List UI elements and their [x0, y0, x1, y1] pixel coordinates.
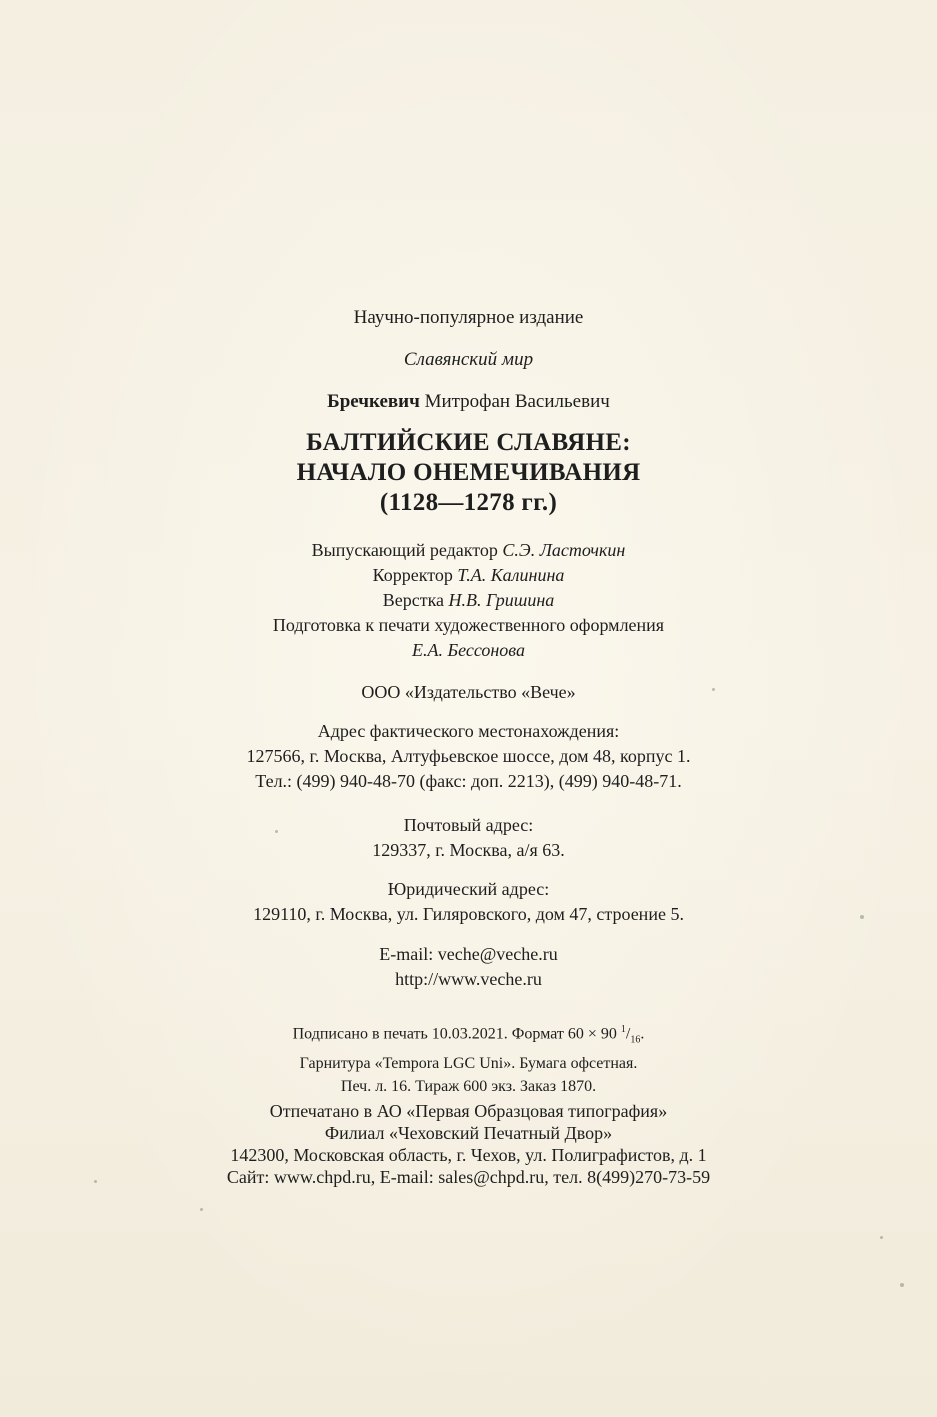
credit-layout-role: Верстка [382, 590, 445, 610]
contacts-block [0, 942, 937, 992]
credit-art-name: Е.А. Бессонова [411, 640, 525, 660]
postal-address-value: 129337, г. Москва, а/я 63. [372, 840, 565, 860]
series-block [0, 347, 937, 373]
edition-type-block [0, 305, 937, 331]
series-name: Славянский мир [403, 349, 534, 370]
edition-type: Научно-популярное издание [353, 307, 584, 328]
print-specs-block [0, 1018, 937, 1098]
author-line [0, 389, 937, 415]
legal-address-block [0, 877, 937, 927]
credit-editor [0, 538, 937, 563]
print-specs-line-2: Гарнитура «Tempora LGC Uni». Бумага офсетная. [299, 1054, 638, 1072]
title-line-3: (1128—1278 гг.) [379, 489, 558, 516]
paper-speck [712, 688, 715, 691]
legal-address-heading: Юридический адрес: [387, 879, 550, 899]
credit-layout-name: Н.В. Гришина [448, 590, 555, 610]
credit-corrector-name: Т.А. Калинина [457, 565, 565, 585]
paper-speck [94, 1180, 97, 1183]
paper-speck [860, 915, 864, 919]
contact-website: http://www.veche.ru [395, 969, 542, 989]
printer-line-1: Отпечатано в АО «Первая Образцовая типография» [269, 1101, 668, 1121]
postal-address-block [0, 813, 937, 863]
print-specs-line-3: Печ. л. 16. Тираж 600 экз. Заказ 1870. [340, 1077, 597, 1095]
printer-block [0, 1100, 937, 1188]
credits-block [0, 538, 937, 663]
title-line-1: БАЛТИЙСКИЕ СЛАВЯНЕ: [306, 429, 631, 456]
printer-line-2: Филиал «Чеховский Печатный Двор» [324, 1123, 613, 1143]
publisher-name: ООО «Издательство «Вече» [361, 682, 576, 702]
publisher-block [0, 680, 937, 705]
print-specs-line-1: Подписано в печать 10.03.2021. Формат 60 × 90 $^1/_{16}$. [292, 1024, 645, 1046]
printer-line-4: Сайт: www.chpd.ru, E-mail: sales@chpd.ru, тел. 8(499)270-73-59 [226, 1167, 711, 1187]
paper-speck [880, 1236, 883, 1239]
legal-address-value: 129110, г. Москва, ул. Гиляровского, дом 47, строение 5. [253, 904, 684, 924]
paper-speck [900, 1283, 904, 1287]
credit-art-role: Подготовка к печати художественного оформления [272, 615, 665, 635]
credit-corrector [0, 563, 937, 588]
format-fraction-denominator: 16 [630, 1034, 641, 1046]
format-fraction-numerator: 1 [620, 1024, 626, 1035]
author-block [0, 389, 937, 415]
actual-address-block [0, 719, 937, 794]
credit-editor-role: Выпускающий редактор [311, 540, 498, 560]
actual-address-heading: Адрес фактического местонахождения: [317, 721, 620, 741]
credit-layout [0, 588, 937, 613]
book-title [0, 428, 937, 518]
actual-address-street: 127566, г. Москва, Алтуфьевское шоссе, дом 48, корпус 1. [246, 746, 691, 766]
author-surname: Бречкевич [327, 391, 420, 412]
credit-editor-name: С.Э. Ласточкин [502, 540, 626, 560]
author-given-names: Митрофан Васильевич [424, 391, 610, 412]
paper-speck [275, 830, 278, 833]
postal-address-heading: Почтовый адрес: [403, 815, 534, 835]
credit-corrector-role: Корректор [372, 565, 453, 585]
printer-line-3: 142300, Московская область, г. Чехов, ул. Полиграфистов, д. 1 [230, 1145, 707, 1165]
contact-email: E-mail: veche@veche.ru [379, 944, 558, 964]
title-line-2: НАЧАЛО ОНЕМЕЧИВАНИЯ [296, 459, 641, 486]
print-specs-format: Подписано в печать 10.03.2021. Формат 60 × 90 [292, 1025, 617, 1043]
actual-address-phones: Тел.: (499) 940-48-70 (факс: доп. 2213), (499) 940-48-71. [255, 771, 682, 791]
paper-speck [200, 1208, 203, 1211]
